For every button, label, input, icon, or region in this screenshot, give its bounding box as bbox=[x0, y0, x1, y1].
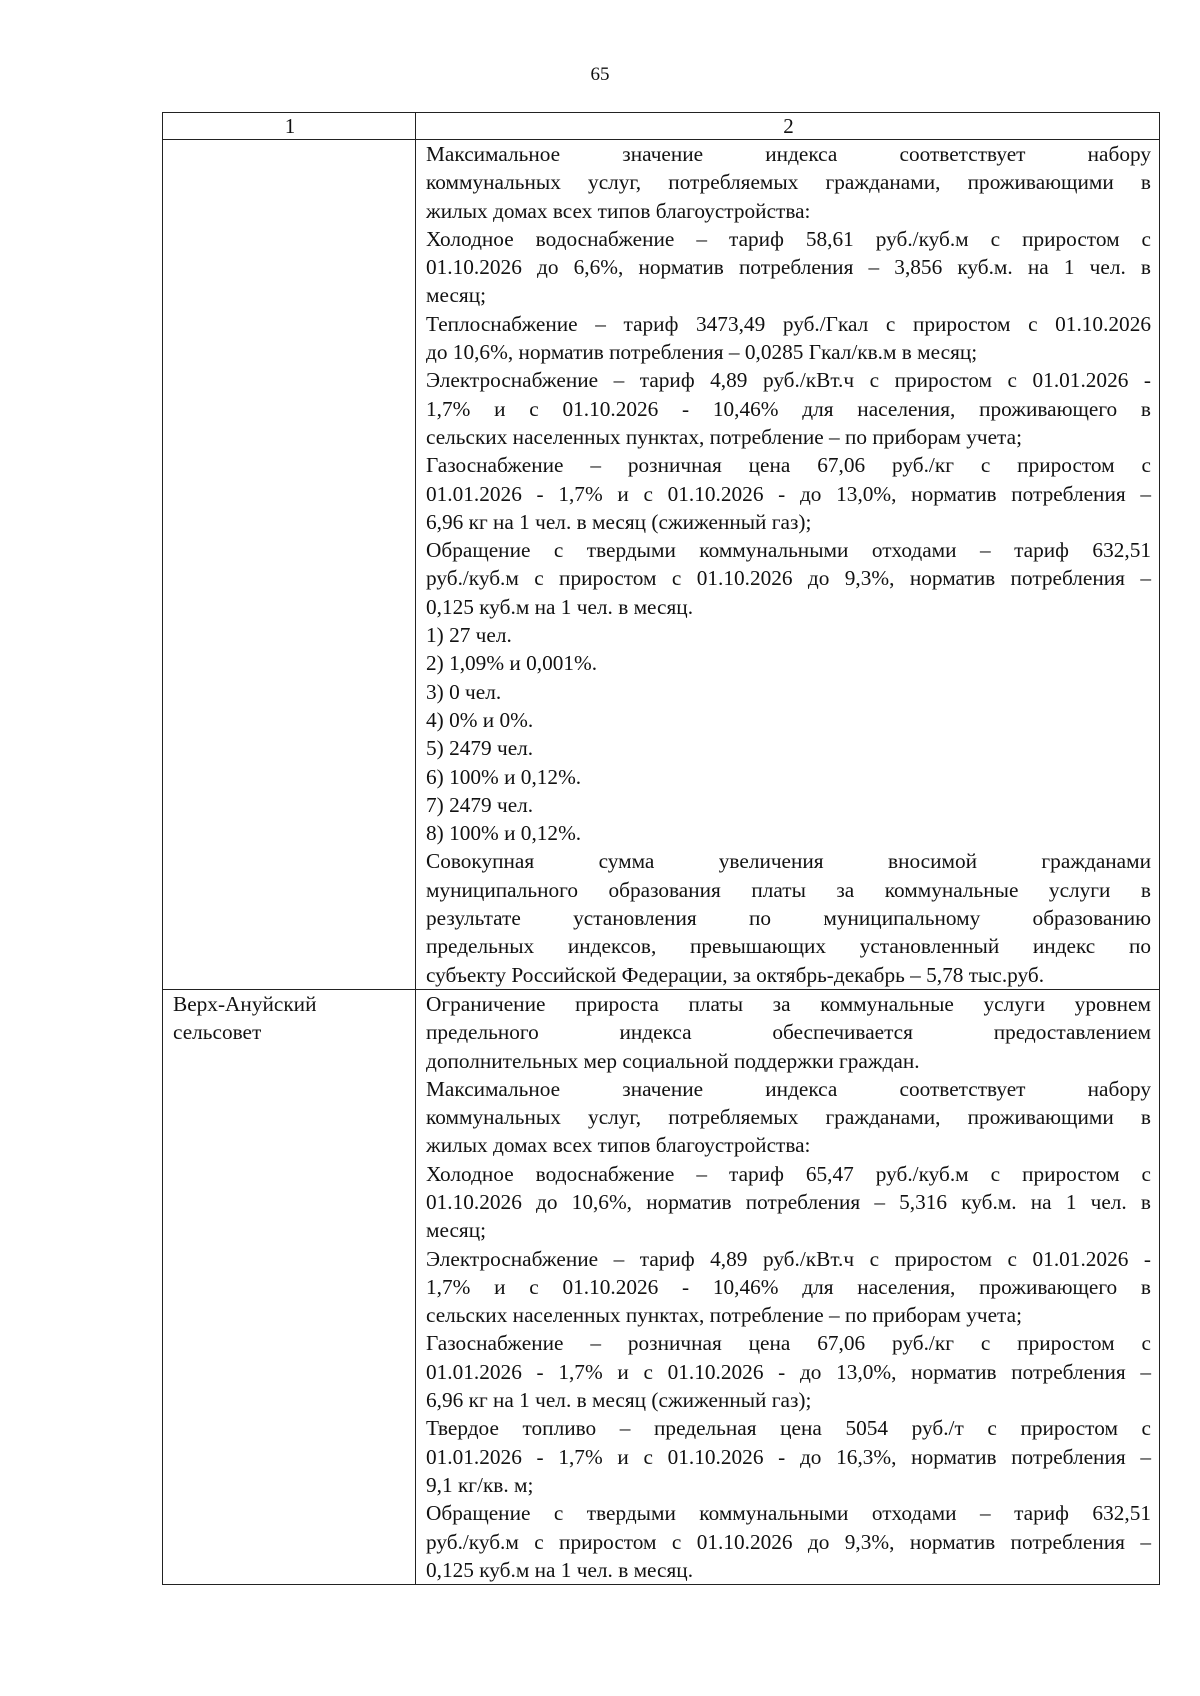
description-cell bbox=[416, 140, 1160, 990]
text-line: Максимальное значение индекса соответствует набору bbox=[426, 1076, 1151, 1101]
text-line: предельных индексов, превышающих установленный индекс по bbox=[426, 934, 1151, 959]
municipality-cell bbox=[163, 140, 416, 990]
table-header-row bbox=[163, 113, 1160, 140]
text-line: сельских населенных пунктах, потребление – по приборам учета; bbox=[426, 424, 1022, 449]
page-number bbox=[0, 64, 1200, 86]
text-line: коммунальных услуг, потребляемых гражданами, проживающими в bbox=[426, 1105, 1151, 1130]
text-line: 6,96 кг на 1 чел. в месяц (сжиженный газ); bbox=[426, 509, 812, 534]
text-line: коммунальных услуг, потребляемых гражданами, проживающими в bbox=[426, 170, 1151, 195]
text-line: Совокупная сумма увеличения вносимой гражданами bbox=[426, 849, 1151, 874]
text-line: 2) 1,09% и 0,001%. bbox=[426, 651, 598, 676]
text-line: сельских населенных пунктах, потребление – по приборам учета; bbox=[426, 1303, 1022, 1328]
text-line: дополнительных мер социальной поддержки граждан. bbox=[426, 1048, 920, 1073]
text-line: 9,1 кг/кв. м; bbox=[426, 1472, 534, 1497]
text-line: 5) 2479 чел. bbox=[426, 736, 534, 761]
document-table bbox=[162, 112, 1160, 1585]
description-cell bbox=[416, 989, 1160, 1584]
text-line: месяц; bbox=[426, 1218, 487, 1243]
text-line: 3) 0 чел. bbox=[426, 679, 502, 704]
text-line: муниципального образования платы за коммунальные услуги в bbox=[426, 877, 1151, 902]
text-line: Газоснабжение – розничная цена 67,06 руб./кг с приростом с bbox=[426, 453, 1151, 478]
column-header-2: 2 bbox=[416, 113, 1160, 140]
page-number-text: 65 bbox=[590, 64, 610, 85]
text-line: 6,96 кг на 1 чел. в месяц (сжиженный газ); bbox=[426, 1388, 812, 1413]
text-line: 0,125 куб.м на 1 чел. в месяц. bbox=[426, 1557, 694, 1582]
text-line: результате установления по муниципальному образованию bbox=[426, 906, 1151, 931]
text-line: Электроснабжение – тариф 4,89 руб./кВт.ч с приростом с 01.01.2026 - bbox=[426, 1246, 1151, 1271]
text-line: Холодное водоснабжение – тариф 58,61 руб./куб.м с приростом с bbox=[426, 226, 1151, 251]
text-line: 01.10.2026 до 10,6%, норматив потребления – 5,316 куб.м. на 1 чел. в bbox=[426, 1189, 1151, 1214]
text-line: 4) 0% и 0%. bbox=[426, 707, 534, 732]
text-line: Твердое топливо – предельная цена 5054 руб./т с приростом с bbox=[426, 1416, 1151, 1441]
text-line: 6) 100% и 0,12%. bbox=[426, 764, 582, 789]
text-line: 01.10.2026 до 6,6%, норматив потребления – 3,856 куб.м. на 1 чел. в bbox=[426, 255, 1151, 280]
text-line: Холодное водоснабжение – тариф 65,47 руб./куб.м с приростом с bbox=[426, 1161, 1151, 1186]
text-line: Теплоснабжение – тариф 3473,49 руб./Гкал с приростом с 01.10.2026 bbox=[426, 311, 1151, 336]
text-line: 0,125 куб.м на 1 чел. в месяц. bbox=[426, 594, 694, 619]
text-line: жилых домах всех типов благоустройства: bbox=[426, 1133, 811, 1158]
text-line: месяц; bbox=[426, 283, 487, 308]
column-header-1: 1 bbox=[163, 113, 416, 140]
text-line: субъекту Российской Федерации, за октябрь-декабрь – 5,78 тыс.руб. bbox=[426, 962, 1045, 987]
text-line: 01.01.2026 - 1,7% и с 01.10.2026 - до 16,3%, норматив потребления – bbox=[426, 1444, 1151, 1469]
text-line: жилых домах всех типов благоустройства: bbox=[426, 198, 811, 223]
text-line: Обращение с твердыми коммунальными отходами – тариф 632,51 bbox=[426, 1501, 1151, 1526]
text-line: 01.01.2026 - 1,7% и с 01.10.2026 - до 13,0%, норматив потребления – bbox=[426, 481, 1151, 506]
text-line: 1) 27 чел. bbox=[426, 623, 512, 648]
text-line: предельного индекса обеспечивается предоставлением bbox=[426, 1020, 1151, 1045]
text-line: Ограничение прироста платы за коммунальные услуги уровнем bbox=[426, 991, 1151, 1016]
text-line: 8) 100% и 0,12%. bbox=[426, 821, 582, 846]
table-row bbox=[163, 140, 1160, 990]
text-line: 1,7% и с 01.10.2026 - 10,46% для населения, проживающего в bbox=[426, 396, 1151, 421]
text-line: Обращение с твердыми коммунальными отходами – тариф 632,51 bbox=[426, 538, 1151, 563]
text-line: Максимальное значение индекса соответствует набору bbox=[426, 142, 1151, 166]
text-line: руб./куб.м с приростом с 01.10.2026 до 9,3%, норматив потребления – bbox=[426, 566, 1151, 591]
table-row bbox=[163, 989, 1160, 1584]
municipality-cell: Верх-Ануйский сельсовет bbox=[163, 989, 416, 1584]
text-line: Газоснабжение – розничная цена 67,06 руб./кг с приростом с bbox=[426, 1331, 1151, 1356]
text-line: 1,7% и с 01.10.2026 - 10,46% для населения, проживающего в bbox=[426, 1274, 1151, 1299]
text-line: Электроснабжение – тариф 4,89 руб./кВт.ч с приростом с 01.01.2026 - bbox=[426, 368, 1151, 393]
text-line: 01.01.2026 - 1,7% и с 01.10.2026 - до 13,0%, норматив потребления – bbox=[426, 1359, 1151, 1384]
text-line: руб./куб.м с приростом с 01.10.2026 до 9,3%, норматив потребления – bbox=[426, 1529, 1151, 1554]
text-line: 7) 2479 чел. bbox=[426, 792, 534, 817]
text-line: до 10,6%, норматив потребления – 0,0285 Гкал/кв.м в месяц; bbox=[426, 340, 978, 365]
